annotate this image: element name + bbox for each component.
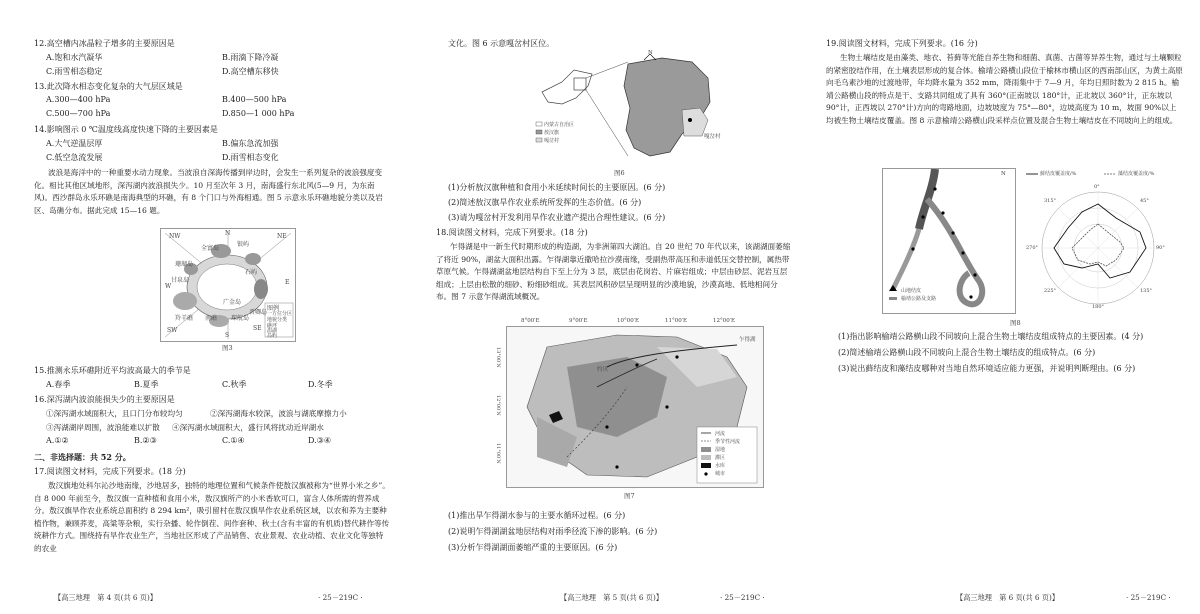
gacha-map-svg [532,52,736,166]
fig6-north: N [648,50,653,56]
q18-2: (2)说明乍得湖湖盆地层结构对雨季径流下渗的影响。(6 分) [448,527,658,536]
chad-basin-map-figure [495,318,764,488]
legend-title: 图例 [267,305,280,312]
lon-5: 12°00′E [713,318,736,324]
p2-intro: 文化。图 6 示意嘎岔村区位。 [448,39,555,48]
passage-15-16: 波浪是海洋中的一种重要水动力现象。当波浪自深海传播到岸边时，会发生一系列复杂的波浪强度变化。相比其他区域地形，深泻湖内波浪损失少。10 月至次年 3 月，南海盛行东北风(5—9 月，为东南风)。西沙群岛永乐环礁是南海典型的环礁，有 8 个门口与外海相通。图 5 示意永乐环礁地貌分类以及岩区、岛礁分布。据此完成 15—16 题。 [34,168,383,215]
lon-3: 10°00′E [617,318,640,324]
label-ne: NE [277,233,287,240]
q15-b: B.夏季 [134,380,159,389]
lat-3: 11°00′N [495,443,501,464]
label-shanhu: 珊瑚岛 [175,261,194,268]
q18-body: 乍得湖是中一新生代时期形成的构造湖，为非洲第四大湖泊。自 20 世纪 70 年代以来，该湖湖面萎缩了将近 90%，湖盆大面积出露。乍得湖靠近撒哈拉沙漠南缘，受副热带高压和赤道低压交替控制，属热带草原气候。乍得湖湖盆地层结构自下至上分为 3 层，底层由花岗岩、片麻岩组成；中层由砂层、泥岩互层组成；上层由松散的细砂、粉细砂组成。其表层风积砂层呈现明显的沙漠地貌，沙漠高地、低地相间分布。图 7 示意乍得湖流域概况。 [436,242,791,302]
footer-left: 【高三地理 第 5 页(共 6 页)】 [560,593,663,602]
angle-90: 90° [1156,245,1165,251]
lon-4: 11°00′E [665,318,688,324]
label-s: S [225,332,230,339]
q16-b: B.②③ [134,436,157,445]
q16-opt4: ④深泻湖水域面积大，盛行风将扰动近岸湖水 [172,423,324,432]
fig7-legend-1: 河流 [715,431,726,437]
label-yinyu: 银屿 [237,241,250,248]
angle-0: 0° [1094,184,1100,190]
q12-d: D.高空槽东移快 [222,67,279,76]
q12-a: A.饱和水汽凝华 [46,53,103,62]
q14-b: B.偏东急流加强 [222,139,279,148]
q14-d: D.雨雪相态变化 [222,153,279,162]
legend-4: 潟湖 [267,328,278,334]
label-jinqing: 晋卿岛 [249,309,268,316]
fig8-legend-road: 榆靖公路及支路 [901,296,937,302]
angle-270: 270° [1026,245,1039,251]
q15-a: A.春季 [46,380,71,389]
q19-1: (1)指出影响榆靖公路横山段不同坡向上混合生物土壤结皮组成特点的主要因素。(4 分) [838,332,1144,341]
legend-2: 地貌分类 [267,317,288,323]
q16-opt2: ②深泻湖海水较深，波浪与湖底摩擦力小 [210,409,347,418]
fig7-legend-6: 城市 [715,471,726,477]
legend-5: 岛屿 [267,333,278,339]
angle-180: 180° [1092,304,1105,310]
q16-d: D.③④ [308,436,332,445]
q19-stem: 19.阅读图文材料，完成下列要求。(16 分) [826,39,978,48]
lake-chad-label: 乍得湖 [739,337,756,343]
q17-stem: 17.阅读图文材料，完成下列要求。(18 分) [34,467,186,476]
q15-stem: 15.推测永乐环礁附近平均波高最大的季节是 [34,366,191,375]
q17-3: (3)请为嘎岔村开发利用旱作农业遗产提出合理性建议。(6 分) [448,213,666,222]
angle-315: 315° [1044,198,1057,204]
q15-d: D.冬季 [308,380,333,389]
q18-stem: 18.阅读图文材料，完成下列要求。(18 分) [436,228,588,237]
q19-2: (2)简述榆靖公路横山段不同坡向上混合生物土壤结皮的组成特点。(6 分) [838,348,1096,357]
q17-body: 敖汉旗地处科尔沁沙地南缘，沙地居多，独特的地理位置和气候条件使敖汉旗被称为“世界小米之乡”。自 8 000 年前至今，敖汉旗一直种植和食用小米，敖汉旗所产的小米香软可口，富含人体所需的营养成分。敖汉旗旱作农业系统总面积约 8 294 km²，吸引留村在敖汉旗旱作农业系统区域，以农和养为主要种植作物，兼顾荞麦，高粱等杂粮，实行杂播、轮作倒茬、间作套种、秋土(含有丰富的有机质)替代耕作等传统耕作方式。围绕持有旱作农业生产，当地社区形成了产品销售、农业景观、农业动植、农业文化等独特的农业 [34,481,390,553]
q14-c: C.低空急流发展 [46,153,103,162]
fig6-legend-2: 敖汉旗 [544,130,560,136]
fig7-legend-3: 湿地 [715,447,726,453]
radar-chart-figure [1020,168,1176,312]
q16-opt1: ①深泻湖水域面积大，且口门分布较均匀 [46,409,183,418]
label-lingyang: 羚羊礁 [175,315,194,322]
gacha-map-figure [532,52,736,166]
label-guangjin: 广金岛 [223,299,242,306]
q13-c: C.500—700 hPa [46,109,111,118]
q18-1: (1)推出旱乍得湖水参与的主要水循环过程。(6 分) [448,511,626,520]
fig5-caption: 图3 [222,344,233,352]
radar-legend-1: 藓结皮覆盖度/% [1040,171,1077,177]
label-n: N [225,230,231,237]
page-5 [402,0,800,614]
q14-a: A.大气逆温层厚 [46,139,103,148]
q12-b: B.雨滴下降冷凝 [222,53,279,62]
footer-left: 【高三地理 第 6 页(共 6 页)】 [956,593,1059,602]
label-e: E [285,279,290,286]
lon-1: 8°00′E [521,318,540,324]
q16-c: C.①④ [222,436,245,445]
label-se: SE [253,325,262,332]
q16-opt3: ③泻湖湖岸周围，波浪能难以扩散 [46,423,160,432]
label-nw: NW [169,233,181,240]
footer-left: 【高三地理 第 4 页(共 6 页)】 [54,593,157,602]
fig6-caption: 图6 [614,169,625,177]
fig6-gacha-label: 嘎岔村 [704,134,721,140]
fig7-legend-5: 水库 [715,463,726,469]
atoll-map-figure [160,228,296,342]
label-nanjiao: 南礁 [205,315,218,322]
lat-2: 12°00′N [495,395,501,416]
q16-a: A.①② [46,436,69,445]
section-2-title: 二、非选择题：共 52 分。 [34,452,131,462]
q15-c: C.秋季 [222,380,247,389]
angle-45: 45° [1140,198,1149,204]
q12-c: C.雨雪相态稳定 [46,67,103,76]
radar-legend-2: 藻结皮覆盖度/% [1118,171,1155,177]
q18-3: (3)分析乍得湖湖面萎缩严重的主要原因。(6 分) [448,543,618,552]
q17-2: (2)简述敖汉旗旱作农业系统所发挥的生态价值。(6 分) [448,198,642,207]
label-sw: SW [167,327,178,334]
q16-stem: 16.深泻湖内波浪能损失少的主要原因是 [34,395,175,404]
q17-1: (1)分析敖汉旗种植和食用小米延续时间长的主要原因。(6 分) [448,183,666,192]
q13-d: D.850—1 000 hPa [222,109,295,118]
angle-225: 225° [1044,288,1057,294]
label-chenhang: 琛航岛 [231,315,250,322]
label-shiyu: 石屿 [245,269,258,276]
fig7-legend-2: 季节性河流 [715,439,741,445]
fig6-legend-1: 内蒙古自治区 [544,122,575,128]
q13-b: B.400—500 hPa [222,95,287,104]
label-quanfu: 全富岛 [201,245,220,252]
q13-a: A.300—400 hPa [46,95,111,104]
fig8-north: N [1001,171,1006,177]
q14-stem: 14.影响图示 0 ℃温度线高度快速下降的主要因素是 [34,125,218,134]
lon-2: 9°00′E [569,318,588,324]
q12-stem: 12.高空槽内冰晶粒子增多的主要原因是 [34,39,175,48]
fig8-caption: 图8 [1010,319,1021,327]
legend-1: 一方位分区 [267,311,293,317]
label-ganquan: 甘泉岛 [171,277,190,284]
label-w: W [165,283,172,290]
lat-1: 13°00′N [495,347,501,368]
q13-stem: 13.此次降水相态变化复杂的大气层区域是 [34,82,183,91]
footer-right: · 25－219C · [1126,593,1171,602]
page-6 [804,0,1200,614]
footer-right: · 25－219C · [720,593,765,602]
yobe-label: 约贝 [597,367,609,373]
q19-3: (3)说出藓结皮和藻结皮哪种对当地自然环境适应能力更强，并说明判断理由。(6 分) [838,364,1136,373]
footer-right: · 25－219C · [318,593,363,602]
angle-135: 135° [1140,288,1153,294]
fig7-legend-4: 灌区 [715,455,726,461]
fig6-legend-3: 嘎岔村 [544,138,560,144]
legend-3: 礁坪 [267,323,278,329]
q19-body: 生物土壤结皮是由藻类、地衣、苔藓等光能自养生物和细菌、真菌、古菌等异养生物，通过与土壤颗粒的紧密胶结作用，在土壤表层形成的复合体。榆靖公路横山段位于榆林市横山区的西南部山区，为黄土高原向毛乌素沙地的过渡地带，年均降水量为 352 mm，降雨集中于 7—9 月，年均日照时数为 2 815 h。榆靖公路横山段的特点是干、支路共同组成了具有 360°(正南坡以 180°计，正北坡以 360°计，正东坡以 90°计，正西坡以 270°计)方向的弯路地面，边坡坡度为 75°—80°，边坡高度为 10 m，坡面 90%以上均被生物土壤结皮覆盖。图 8 示意榆靖公路横山段采样点位置及混合生物土壤结皮在不同坡向上的组成。 [826,53,1183,125]
road-map-figure [882,168,1016,314]
page-4 [0,0,398,614]
fig8-legend-site: 山地结皮 [901,288,922,294]
fig7-caption: 图7 [624,492,635,500]
